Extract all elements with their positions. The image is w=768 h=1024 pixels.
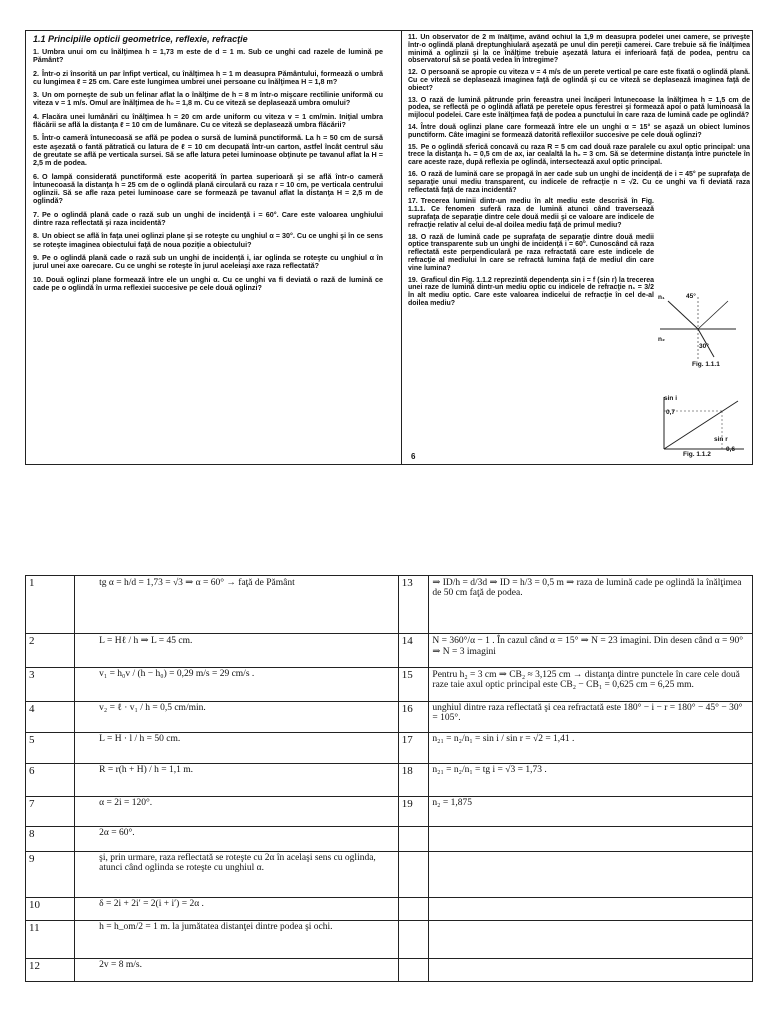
table-row [26,827,753,852]
problem-text: Într-o zi însorită un par înfipt vertical, cu înălţimea h = 1 m deasupra Pământului, formează o umbră cu lungimea ℓ = 25 cm. Care este lungimea umbrei unei persoane cu înălţimea H = 1,8 m? [33,68,383,86]
problem-number: 17. [408,198,418,206]
fig2-yval: 0,7 [666,409,676,416]
empty-cell [429,898,753,921]
answer-number: 4 [26,702,75,733]
answer-number: 1 [26,576,75,634]
empty-cell [398,898,429,921]
problem-text: Două oglinzi plane formează între ele un unghi α. Cu ce unghi va fi deviată o rază de lumină ce cade pe o oglindă în urma reflexiei succesive pe cele două oglinzi? [33,274,383,292]
answer-text: n₂ = 1,875 [429,797,753,827]
problem-13 [408,97,750,120]
answer-text: α = 2i = 120°. [75,797,399,827]
problem-text: Într-o cameră întunecoasă se află pe podea o sursă de lumină punctiformă. La h = 50 cm de sursă este aşezată o fantă pătratică cu latura de ℓ = 10 cm decupată într-un carton, astfel încât centrul său de greutate se află pe verticala sursei. Să se afle latura petei luminoase obţinute pe tavanul aflat la H = 2,5 m de podea. [33,133,383,168]
table-row [26,959,753,982]
reflected-ray [698,301,728,329]
problem-text: O persoană se apropie cu viteza v = 4 m/s de un perete vertical pe care este fixată o oglindă plană. Cu ce viteză se deplasează imaginea faţă de oglindă şi cu ce viteză se deplasează imaginea faţă de obiect? [408,69,750,92]
problem-number: 10. [33,274,43,284]
problem-text: O lampă considerată punctiformă este acoperită în partea superioară şi se află într-o cameră întunecoasă la distanţa h = 25 cm de o oglindă plană circulară cu raza r = 10 cm, pe verticala centrului oglinzii. Să se afle raza petei luminoase care se formează pe tavanul aflat la distanţa H = 2,5 m de oglindă? [33,171,383,206]
problem-number: 14. [408,123,418,131]
problem-number: 4. [33,111,39,121]
problem-4 [33,113,383,130]
problem-text: Între două oglinzi plane care formează între ele un unghi α = 15° se aşază un obiect luminos punctiform. Câte imagini se formează datorită reflexiilor succesive pe cele două oglinzi? [408,123,750,139]
table-row [26,702,753,733]
problem-6 [33,173,383,206]
answer-number: 10 [26,898,75,921]
answer-number: 19 [398,797,429,827]
problem-19 [408,277,654,308]
answer-text: tg α = h/d = 1,73 = √3 ⇒ α = 60° → faţă de Pământ [75,576,399,634]
section-title: 1.1 Principiile opticii geometrice, reflexie, refracţie [33,34,248,44]
table-row [26,764,753,797]
problem-text: O rază de lumină cade pe suprafaţa de separaţie dintre două medii optice transparente sub un unghi de incidenţă i = 60°. Cunoscând că raza reflectată este perpendiculară pe raza refractată care este indicele de refracţie al mediului în care se refractă lumina faţă de mediul din care vine lumina? [408,233,654,272]
problem-3 [33,91,383,108]
figure-refraction [658,293,738,363]
answer-number: 5 [26,733,75,764]
answer-number: 9 [26,852,75,898]
answer-number: 14 [398,634,429,668]
empty-cell [398,827,429,852]
answer-text: Pentru h₂ = 3 cm ⇒ CB₂ ≈ 3,125 cm → distanţa dintre punctele în care cele două raze taie axul optic principal este CB₂ − CB₁ = 0,625 cm = 6,25 mm. [429,668,753,702]
table-row [26,576,753,634]
fig1-n1: n₁ [658,294,665,301]
problem-18 [408,234,654,273]
problem-10 [33,276,383,293]
problem-14 [408,124,750,140]
answer-text: şi, prin urmare, raza reflectată se roteşte cu 2α în acelaşi sens cu oglinda, atunci când oglinda se roteşte cu unghiul α. [75,852,399,898]
answer-text: ⇒ ID/h = d/3d ⇒ ID = h/3 = 0,5 m ⇒ raza de lumină cade pe oglindă la înălţimea de 50 cm faţă de podea. [429,576,753,634]
problem-sheet [25,30,753,465]
answer-number: 13 [398,576,429,634]
problem-17 [408,198,654,229]
problem-text: Un obiect se află în faţa unei oglinzi plane şi se roteşte cu unghiul α = 30°. Cu ce unghi şi în ce sens se roteşte imaginea obiectului faţă de noua poziţie a obiectului? [33,231,383,249]
empty-cell [398,959,429,982]
problem-text: Pe o oglindă plană cade o rază sub un unghi de incidenţă i, iar oglinda se roteşte cu unghiul α în jurul unei axe oarecare. Cu ce unghi se roteşte în jurul aceleiaşi axe raza reflectată? [33,252,383,271]
problem-text: Flacăra unei lumânări cu înălţimea h = 20 cm arde uniform cu viteza v = 1 cm/min. Iniţial umbra flăcării se află la distanţa ℓ = 10 cm de lumânare. Cu ce viteză se deplasează umbra flăcării? [33,111,383,130]
problem-number: 5. [33,133,39,143]
table-row [26,733,753,764]
answer-number: 16 [398,702,429,733]
fig2-xlabel: sin r [714,436,728,443]
empty-cell [429,827,753,852]
answer-number: 6 [26,764,75,797]
fig1-label: Fig. 1.1.1 [692,361,720,368]
answer-text: δ = 2i + 2i′ = 2(i + i′) = 2α . [75,898,399,921]
problem-number: 12. [408,69,418,77]
problem-text: O rază de lumină care se propagă în aer cade sub un unghi de incidenţă de i = 45° pe suprafaţa de separaţie unui mediu transparent, cu indicele de refracţie n = √2. Cu ce unghi va fi deviată raza reflectată faţă de raza incidentă? [408,170,750,194]
problem-text: Un om porneşte de sub un felinar aflat la o înălţime de h = 8 m într-o mişcare rectilinie uniformă cu viteza v = 1 m/s. Omul are înălţimea de h₀ = 1,8 m. Cu ce viteză se deplasează umbra omului? [33,90,383,108]
table-row [26,668,753,702]
answer-number: 18 [398,764,429,797]
answer-text: 2v = 8 m/s. [75,959,399,982]
problem-number: 8. [33,231,39,241]
problem-16 [408,171,750,194]
answer-number: 11 [26,921,75,959]
problem-number: 2. [33,68,39,78]
problem-15 [408,144,750,167]
problem-7 [33,211,383,228]
incident-ray [668,301,698,329]
answer-number: 3 [26,668,75,702]
table-row [26,921,753,959]
problem-2 [33,70,383,87]
problem-11 [408,34,750,65]
problem-number: 6. [33,171,39,181]
left-column [33,34,383,461]
empty-cell [398,852,429,898]
problem-number: 16. [408,170,418,178]
fig2-xval: 0,6 [726,446,736,453]
table-row [26,898,753,921]
problem-12 [408,69,750,92]
fig2-label: Fig. 1.1.2 [683,451,711,458]
fig2-ylabel: sin i [664,395,678,402]
problem-number: 15. [408,143,418,151]
problem-number: 13. [408,96,418,104]
problem-9 [33,254,383,271]
problem-number: 1. [33,47,39,56]
answer-number: 7 [26,797,75,827]
answer-text: h = h_om/2 = 1 m. la jumătatea distanţei dintre podea şi ochi. [75,921,399,959]
problem-8 [33,232,383,249]
problem-list-right [408,34,750,308]
problem-number: 11. [408,34,418,41]
answer-text: L = H · l / h = 50 cm. [75,733,399,764]
problem-number: 19. [408,276,418,284]
empty-cell [429,959,753,982]
empty-cell [429,921,753,959]
problem-5 [33,134,383,167]
answer-text: v₂ = ℓ · v₁ / h = 0,5 cm/min. [75,702,399,733]
fig1-angle-bottom: 30° [699,343,709,350]
figure-graph [656,395,748,453]
problem-number: 7. [33,209,39,219]
answer-text: n₂₁ = n₂/n₁ = sin i / sin r = √2 = 1,41 . [429,733,753,764]
table-row [26,797,753,827]
answer-number: 17 [398,733,429,764]
answer-number: 15 [398,668,429,702]
empty-cell [429,852,753,898]
fig1-angle-top: 45° [686,293,696,300]
problem-number: 18. [408,233,418,241]
problem-list-left [33,48,383,292]
problem-text: Pe o oglindă plană cade o rază sub un unghi de incidenţă i = 60°. Care este valoarea unghiului dintre raza reflectată şi raza incidentă? [33,209,383,228]
answer-table [25,575,753,982]
column-divider [401,31,402,464]
answer-text: v₁ = h₀v / (h − h₀) = 0,29 m/s = 29 cm/s . [75,668,399,702]
answer-text: n₂₁ = n₂/n₁ = tg i = √3 = 1,73 . [429,764,753,797]
answer-text: 2α = 60°. [75,827,399,852]
problem-text: Umbra unui om cu înălţimea h = 1,73 m este de d = 1 m. Sub ce unghi cad razele de lumină pe Pământ? [33,47,383,65]
problem-text: Pe o oglindă sferică concavă cu raza R = 5 cm cad două raze paralele cu axul optic principal: una trece la distanţa h₁ = 0,5 cm de ax, iar cealaltă la h₂ = 3 cm. Să se determine distanţa între punctele în care aceste raze, după reflexia pe oglindă, intersectează axul optic principal. [408,143,750,167]
answer-text: unghiul dintre raza reflectată şi cea refractată este 180° − i − r = 180° − 45° − 30° = 105°. [429,702,753,733]
problem-text: Graficul din Fig. 1.1.2 reprezintă dependenţa sin i = f (sin r) la trecerea unei raze de lumină dintr-un mediu optic cu indicele de refracţie n₁ = 3/2 în alt mediu optic. Care este valoarea indicelui de refracţie în cel de-al doilea mediu? [408,276,654,307]
fig1-n2: n₂ [658,336,665,343]
table-row [26,634,753,668]
answer-text: N = 360°/α − 1 . În cazul când α = 15° ⇒ N = 23 imagini. Din desen când α = 90° ⇒ N = 3 imagini [429,634,753,668]
problem-text: Un observator de 2 m înălţime, având ochiul la 1,9 m deasupra podelei unei camere, se priveşte într-o oglindă plană dreptunghiulară aşezată pe unul din pereţii camerei. Care trebuie să fie înălţimea minimă a oglinzii şi la ce înălţime trebuie aşezată latura ei inferioară faţă de podea, pentru ca observatorul să se poată vedea în întregime? [408,34,750,65]
empty-cell [398,921,429,959]
answer-text: R = r(h + H) / h = 1,1 m. [75,764,399,797]
problem-text: Trecerea luminii dintr-un mediu în alt mediu este descrisă în Fig. 1.1.1. Ce fenomen suferă raza de lumină atunci când traversează suprafaţa de separaţie dintre cele două medii şi ce valoare are indicele de refracţie relativ al celui de-al doilea mediu faţă de primul mediu? [408,198,654,229]
problem-text: O rază de lumină pătrunde prin fereastra unei încăperi întunecoase la înălţimea h = 1,5 cm de podea, se reflectă pe o oglindă aflată pe peretele opus ferestrei şi formează apoi o pată luminoasă la mijlocul podelei. Care este înălţimea faţă de podea a punctului în care raza de lumină cade pe oglindă? [408,96,750,120]
page-number: 6 [411,452,416,461]
answer-number: 12 [26,959,75,982]
problem-number: 3. [33,90,39,100]
problem-1 [33,48,383,65]
problem-number: 9. [33,252,39,262]
answer-number: 2 [26,634,75,668]
answer-number: 8 [26,827,75,852]
table-row [26,852,753,898]
answer-text: L = Hℓ / h ⇒ L = 45 cm. [75,634,399,668]
